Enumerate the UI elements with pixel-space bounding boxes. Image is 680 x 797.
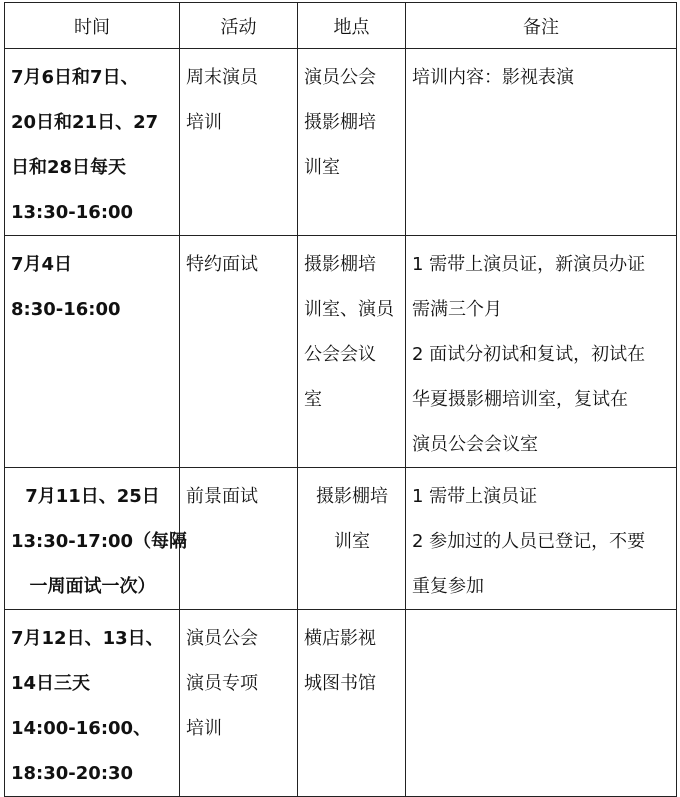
location-line: 室 — [304, 389, 322, 410]
time-cell — [5, 468, 188, 610]
activity-line: 培训 — [186, 718, 222, 739]
time-line: 8:30-16:00 — [11, 299, 121, 320]
activity-cell — [180, 236, 298, 468]
table-row — [5, 236, 677, 468]
location-line: 演员公会 — [304, 67, 376, 88]
location-line: 训室 — [334, 531, 370, 552]
activity-line: 演员专项 — [186, 673, 258, 694]
location-line: 公会会议 — [304, 344, 376, 365]
note-line: 1 需带上演员证，新演员办证 — [412, 254, 646, 275]
location-cell — [298, 468, 406, 610]
time-cell — [5, 610, 180, 797]
location-cell — [298, 610, 406, 797]
activity-line: 特约面试 — [186, 254, 258, 275]
notes-cell — [406, 236, 677, 468]
activity-line: 前景面试 — [186, 486, 258, 507]
table-row — [5, 610, 677, 797]
table-row — [5, 468, 677, 610]
time-line: 日和28日每天 — [11, 157, 127, 178]
note-line: 2 面试分初试和复试，初试在 — [412, 344, 646, 365]
note-line: 演员公会会议室 — [412, 434, 538, 455]
time-line: 13:30-17:00（每隔 — [11, 531, 188, 552]
header-notes: 备注 — [406, 3, 677, 49]
header-row — [5, 3, 677, 49]
notes-cell — [406, 468, 677, 610]
notes-cell — [406, 610, 677, 797]
time-line: 13:30-16:00 — [11, 202, 134, 223]
location-line: 横店影视 — [304, 628, 376, 649]
note-line: 培训内容：影视表演 — [412, 67, 574, 88]
time-line: 18:30-20:30 — [11, 763, 134, 784]
location-cell — [298, 236, 406, 468]
activity-cell — [180, 468, 298, 610]
header-activity: 活动 — [180, 3, 298, 49]
time-line: 一周面试一次） — [29, 576, 156, 597]
activity-line: 演员公会 — [186, 628, 258, 649]
location-line: 训室、演员 — [304, 299, 394, 320]
time-line: 7月4日 — [11, 254, 73, 275]
time-line: 20日和21日、27 — [11, 112, 159, 133]
note-line: 需满三个月 — [412, 299, 502, 320]
note-line: 华夏摄影棚培训室，复试在 — [412, 389, 628, 410]
activity-line: 培训 — [186, 112, 222, 133]
schedule-table — [4, 2, 677, 797]
time-line: 14:00-16:00、 — [11, 718, 152, 739]
time-line: 14日三天 — [11, 673, 91, 694]
location-line: 摄影棚培 — [316, 486, 388, 507]
location-cell — [298, 49, 406, 236]
time-line: 7月12日、13日、 — [11, 628, 164, 649]
header-location: 地点 — [298, 3, 406, 49]
activity-line: 周末演员 — [186, 67, 258, 88]
time-line: 7月6日和7日、 — [11, 67, 139, 88]
notes-cell — [406, 49, 677, 236]
time-line: 7月11日、25日 — [25, 486, 160, 507]
activity-cell — [180, 610, 298, 797]
location-line: 训室 — [304, 157, 340, 178]
table-row — [5, 49, 677, 236]
header-time: 时间 — [5, 3, 180, 49]
note-line: 重复参加 — [412, 576, 484, 597]
activity-cell — [180, 49, 298, 236]
location-line: 城图书馆 — [304, 673, 376, 694]
location-line: 摄影棚培 — [304, 112, 376, 133]
time-cell — [5, 236, 180, 468]
time-cell — [5, 49, 180, 236]
location-line: 摄影棚培 — [304, 254, 376, 275]
note-line: 2 参加过的人员已登记，不要 — [412, 531, 646, 552]
note-line: 1 需带上演员证 — [412, 486, 538, 507]
